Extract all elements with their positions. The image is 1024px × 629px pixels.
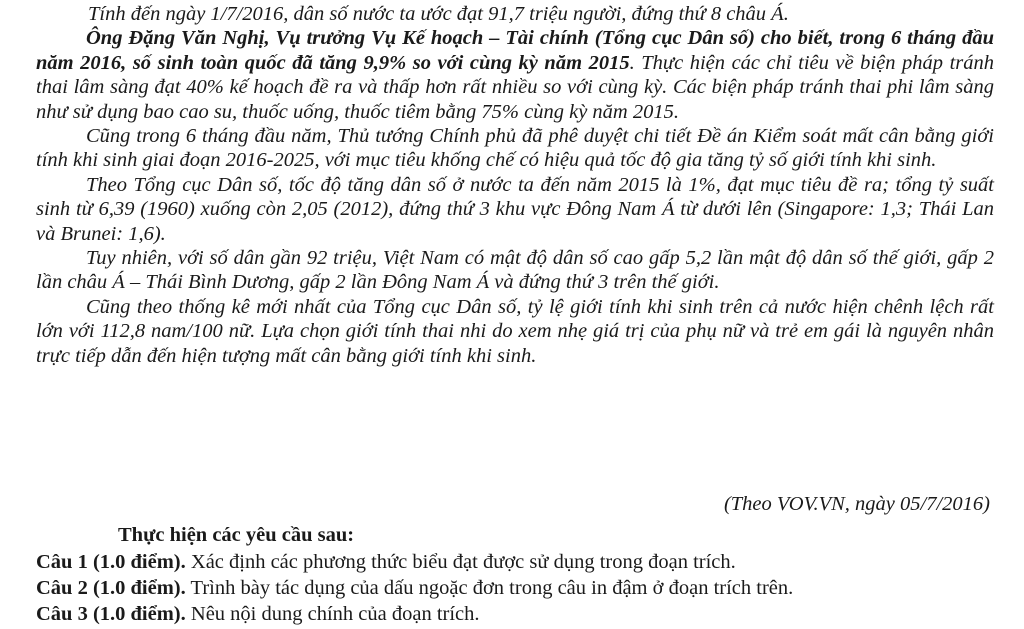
question-1-text: Xác định các phương thức biểu đạt được sử dụng trong đoạn trích. bbox=[185, 551, 736, 573]
question-2 bbox=[36, 575, 1016, 601]
question-3-label: Câu 3 (1.0 điểm). bbox=[36, 603, 186, 625]
question-2-label: Câu 2 (1.0 điểm). bbox=[36, 577, 186, 599]
question-3 bbox=[36, 601, 1016, 627]
passage-paragraph-3: Cũng trong 6 tháng đầu năm, Thủ tướng Chính phủ đã phê duyệt chi tiết Đề án Kiểm soát mất cân bằng giới tính khi sinh giai đoạn 2016-2025, với mục tiêu khống chế có hiệu quả tốc độ gia tăng tỷ số giới tính khi sinh. bbox=[36, 125, 994, 172]
source-citation: (Theo VOV.VN, ngày 05/7/2016) bbox=[723, 493, 990, 515]
passage-paragraph-4: Theo Tổng cục Dân số, tốc độ tăng dân số ở nước ta đến năm 2015 là 1%, đạt mục tiêu đề ra; tổng tỷ suất sinh từ 6,39 (1960) xuống còn 2,05 (2012), đứng thứ 3 khu vực Đông Nam Á từ dưới lên (Singapore: 1,3; Thái Lan và Brunei: 1,6). bbox=[36, 173, 994, 245]
question-1-label: Câu 1 (1.0 điểm). bbox=[36, 551, 186, 573]
question-3-text: Nêu nội dung chính của đoạn trích. bbox=[185, 603, 480, 625]
task-heading: Thực hiện các yêu cầu sau: bbox=[118, 524, 355, 546]
reading-passage bbox=[36, 2, 994, 368]
question-2-text: Trình bày tác dụng của dấu ngoặc đơn trong câu in đậm ở đoạn trích trên. bbox=[185, 577, 794, 599]
question-list bbox=[36, 549, 1016, 627]
passage-paragraph-1: Tính đến ngày 1/7/2016, dân số nước ta ước đạt 91,7 triệu người, đứng thứ 8 châu Á. bbox=[88, 3, 789, 25]
question-1 bbox=[36, 549, 1016, 575]
passage-paragraph-6: Cũng theo thống kê mới nhất của Tổng cục Dân số, tỷ lệ giới tính khi sinh trên cả nước hiện chênh lệch rất lớn với 112,8 nam/100 nữ. Lựa chọn giới tính thai nhi do xem nhẹ giá trị của phụ nữ và trẻ em gái là nguyên nhân trực tiếp dẫn đến hiện tượng mất cân bằng giới tính khi sinh. bbox=[36, 295, 994, 367]
passage-paragraph-2-rest: . Thực hiện các chỉ tiêu về biện pháp tránh thai lâm sàng đạt 40% kế hoạch đề ra và thấp hơn rất nhiều so với cùng kỳ. Các biện pháp tránh thai phi lâm sàng như sử dụng bao cao su, thuốc uống, thuốc tiêm bằng 75% cùng kỳ năm 2015. bbox=[36, 51, 994, 123]
passage-paragraph-2 bbox=[36, 26, 994, 124]
bold-sentence: Ông Đặng Văn Nghị, Vụ trưởng Vụ Kế hoạch – Tài chính (Tổng cục Dân số) cho biết, trong 6 tháng đầu năm 2016, số sinh toàn quốc đã tăng 9,9% so với cùng kỳ năm 2015 bbox=[36, 27, 994, 74]
passage-paragraph-5: Tuy nhiên, với số dân gần 92 triệu, Việt Nam có mật độ dân số cao gấp 5,2 lần mật độ dân số thế giới, gấp 2 lần châu Á – Thái Bình Dương, gấp 2 lần Đông Nam Á và đứng thứ 3 trên thế giới. bbox=[36, 247, 994, 294]
